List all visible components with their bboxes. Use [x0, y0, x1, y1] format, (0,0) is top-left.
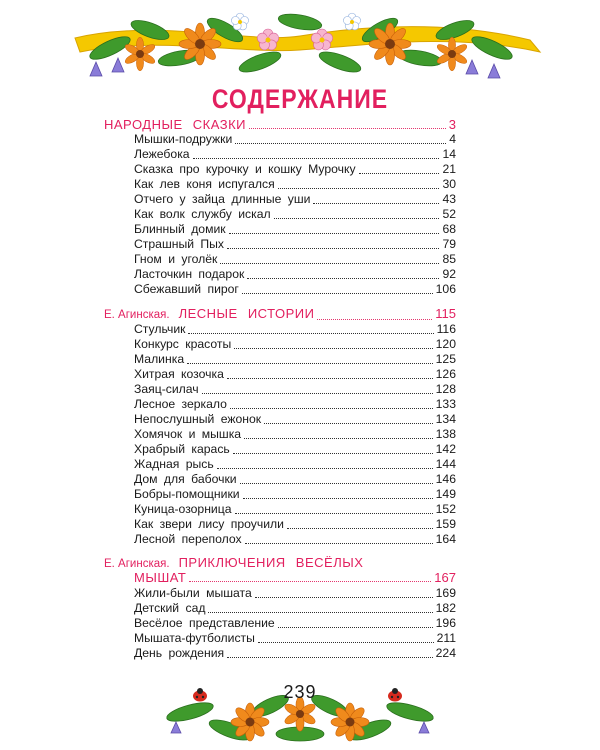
entry-title: Стульчик — [134, 322, 186, 336]
toc-entry[interactable] — [134, 207, 456, 222]
toc-entry[interactable] — [134, 162, 456, 177]
toc-entry[interactable] — [134, 412, 456, 427]
section-title: НАРОДНЫЕ СКАЗКИ — [104, 117, 247, 132]
dot-leader — [249, 127, 446, 129]
dot-leader — [227, 377, 433, 379]
toc-entry[interactable] — [134, 382, 456, 397]
toc-entry[interactable] — [134, 282, 456, 297]
entry-title: Конкурс красоты — [134, 337, 232, 351]
dot-leader — [278, 626, 433, 628]
dot-leader — [287, 527, 433, 529]
entry-title: Лесное зеркало — [134, 397, 227, 411]
entry-page: 14 — [442, 147, 456, 161]
entry-page: 144 — [435, 457, 456, 471]
entry-title: Заяц-силач — [134, 382, 199, 396]
dot-leader — [258, 641, 434, 643]
section-title: ЛЕСНЫЕ ИСТОРИИ — [178, 306, 315, 321]
section-title: ПРИКЛЮЧЕНИЯ ВЕСЁЛЫХ — [178, 555, 364, 570]
entry-title: Непослушный ежонок — [134, 412, 262, 426]
dot-leader — [234, 347, 432, 349]
entry-page: 164 — [435, 532, 456, 546]
section-page: 115 — [435, 306, 456, 321]
section-author: Е. Агинская. — [104, 558, 170, 570]
dot-leader — [235, 512, 433, 514]
toc-entry[interactable] — [134, 322, 456, 337]
toc-entry[interactable] — [134, 616, 456, 631]
entry-title: Как звери лису проучили — [134, 517, 284, 531]
entry-page: 106 — [435, 282, 456, 296]
dot-leader — [235, 142, 446, 144]
entry-page: 128 — [435, 382, 456, 396]
toc-entry[interactable] — [134, 442, 456, 457]
toc-section-mice-adventures-cont[interactable] — [134, 570, 456, 585]
dot-leader — [317, 318, 432, 320]
toc-entry[interactable] — [134, 337, 456, 352]
entry-page: 196 — [435, 616, 456, 630]
dot-leader — [193, 157, 440, 159]
toc-entry[interactable] — [134, 252, 456, 267]
entry-page: 52 — [442, 207, 456, 221]
toc-section-forest-stories[interactable] — [104, 306, 456, 323]
entry-page: 116 — [436, 322, 456, 336]
entry-title: Как волк службу искал — [134, 207, 271, 221]
toc-entry[interactable] — [134, 427, 456, 442]
entry-page: 126 — [435, 367, 456, 381]
dot-leader — [208, 611, 432, 613]
toc-entry[interactable] — [134, 267, 456, 282]
entry-page: 79 — [442, 237, 456, 251]
dot-leader — [220, 262, 439, 264]
entry-page: 152 — [435, 502, 456, 516]
entry-page: 21 — [442, 162, 456, 176]
entry-page: 120 — [435, 337, 456, 351]
entry-title: Весёлое представление — [134, 616, 275, 630]
toc-entry[interactable] — [134, 457, 456, 472]
entry-page: 224 — [435, 646, 456, 660]
entry-page: 138 — [435, 427, 456, 441]
entry-page: 43 — [442, 192, 456, 206]
dot-leader — [243, 497, 433, 499]
dot-leader — [264, 422, 433, 424]
dot-leader — [244, 437, 433, 439]
entry-title: Ласточкин подарок — [134, 267, 245, 281]
page-title: СОДЕРЖАНИЕ — [211, 83, 389, 114]
toc-entry[interactable] — [134, 177, 456, 192]
entry-title: Жили-были мышата — [134, 586, 252, 600]
entry-page: 133 — [435, 397, 456, 411]
toc-entry[interactable] — [134, 132, 456, 147]
section-title-continued: МЫШАТ — [134, 570, 187, 585]
entry-page: 169 — [435, 586, 456, 600]
toc-entry[interactable] — [134, 472, 456, 487]
entry-title: Отчего у зайца длинные уши — [134, 192, 311, 206]
toc-entry[interactable] — [134, 352, 456, 367]
toc-entry[interactable] — [134, 586, 456, 601]
entry-title: Лесной переполох — [134, 532, 242, 546]
entry-title: Жадная рысь — [134, 457, 214, 471]
dot-leader — [227, 656, 433, 658]
toc-entry[interactable] — [134, 631, 456, 646]
entry-title: Хомячок и мышка — [134, 427, 242, 441]
entry-title: Храбрый карась — [134, 442, 230, 456]
dot-leader — [255, 596, 433, 598]
entry-title: Лежебока — [134, 147, 190, 161]
toc-entry[interactable] — [134, 517, 456, 532]
entry-title: Сбежавший пирог — [134, 282, 239, 296]
dot-leader — [247, 277, 439, 279]
entry-page: 92 — [442, 267, 456, 281]
entry-title: Бобры-помощники — [134, 487, 240, 501]
toc-section-folk-tales[interactable] — [104, 117, 456, 132]
toc-entry[interactable] — [134, 367, 456, 382]
entry-page: 85 — [442, 252, 456, 266]
entry-title: Мышки-подружки — [134, 132, 233, 146]
section-author: Е. Агинская. — [104, 309, 170, 321]
entry-page: 30 — [442, 177, 456, 191]
entry-page: 142 — [435, 442, 456, 456]
toc-entry[interactable] — [134, 532, 456, 547]
floral-top-border — [0, 0, 600, 82]
toc-entry[interactable] — [134, 646, 456, 661]
entry-title: Детский сад — [134, 601, 206, 615]
dot-leader — [217, 467, 433, 469]
toc-entry[interactable] — [134, 601, 456, 616]
entry-title: Блинный домик — [134, 222, 226, 236]
dot-leader — [274, 217, 440, 219]
entry-page: 149 — [435, 487, 456, 501]
entry-title: Малинка — [134, 352, 185, 366]
section-page: 167 — [434, 570, 456, 585]
dot-leader — [202, 392, 433, 394]
toc-entry[interactable] — [134, 237, 456, 252]
dot-leader — [245, 542, 433, 544]
entry-page: 146 — [435, 472, 456, 486]
entry-page: 211 — [436, 631, 456, 645]
entry-title: Куница-озорница — [134, 502, 232, 516]
dot-leader — [359, 172, 440, 174]
toc-entry[interactable] — [134, 487, 456, 502]
entry-title: Страшный Пых — [134, 237, 225, 251]
toc-entry[interactable] — [134, 192, 456, 207]
toc-entry[interactable] — [134, 397, 456, 412]
dot-leader — [278, 187, 440, 189]
entry-title: Мышата-футболисты — [134, 631, 255, 645]
dot-leader — [240, 482, 433, 484]
dot-leader — [242, 292, 433, 294]
entry-title: Гном и уголёк — [134, 252, 218, 266]
dot-leader — [233, 452, 433, 454]
dot-leader — [313, 202, 439, 204]
entry-title: Дом для бабочки — [134, 472, 237, 486]
dot-leader — [227, 247, 439, 249]
page-number: 239 — [283, 682, 317, 702]
dot-leader — [188, 332, 433, 334]
entry-title: Сказка про курочку и кошку Мурочку — [134, 162, 356, 176]
entry-title: День рождения — [134, 646, 225, 660]
entry-title: Как лев коня испугался — [134, 177, 275, 191]
entry-page: 182 — [435, 601, 456, 615]
toc-entry[interactable] — [134, 222, 456, 237]
entry-page: 4 — [449, 132, 456, 146]
dot-leader — [229, 232, 440, 234]
entry-page: 134 — [435, 412, 456, 426]
toc-entry[interactable] — [134, 502, 456, 517]
entry-page: 159 — [435, 517, 456, 531]
entry-title: Хитрая козочка — [134, 367, 224, 381]
dot-leader — [187, 362, 433, 364]
entry-page: 68 — [442, 222, 456, 236]
toc-entry[interactable] — [134, 147, 456, 162]
dot-leader — [189, 580, 431, 582]
entry-page: 125 — [435, 352, 456, 366]
section-page: 3 — [448, 117, 456, 132]
dot-leader — [230, 407, 433, 409]
